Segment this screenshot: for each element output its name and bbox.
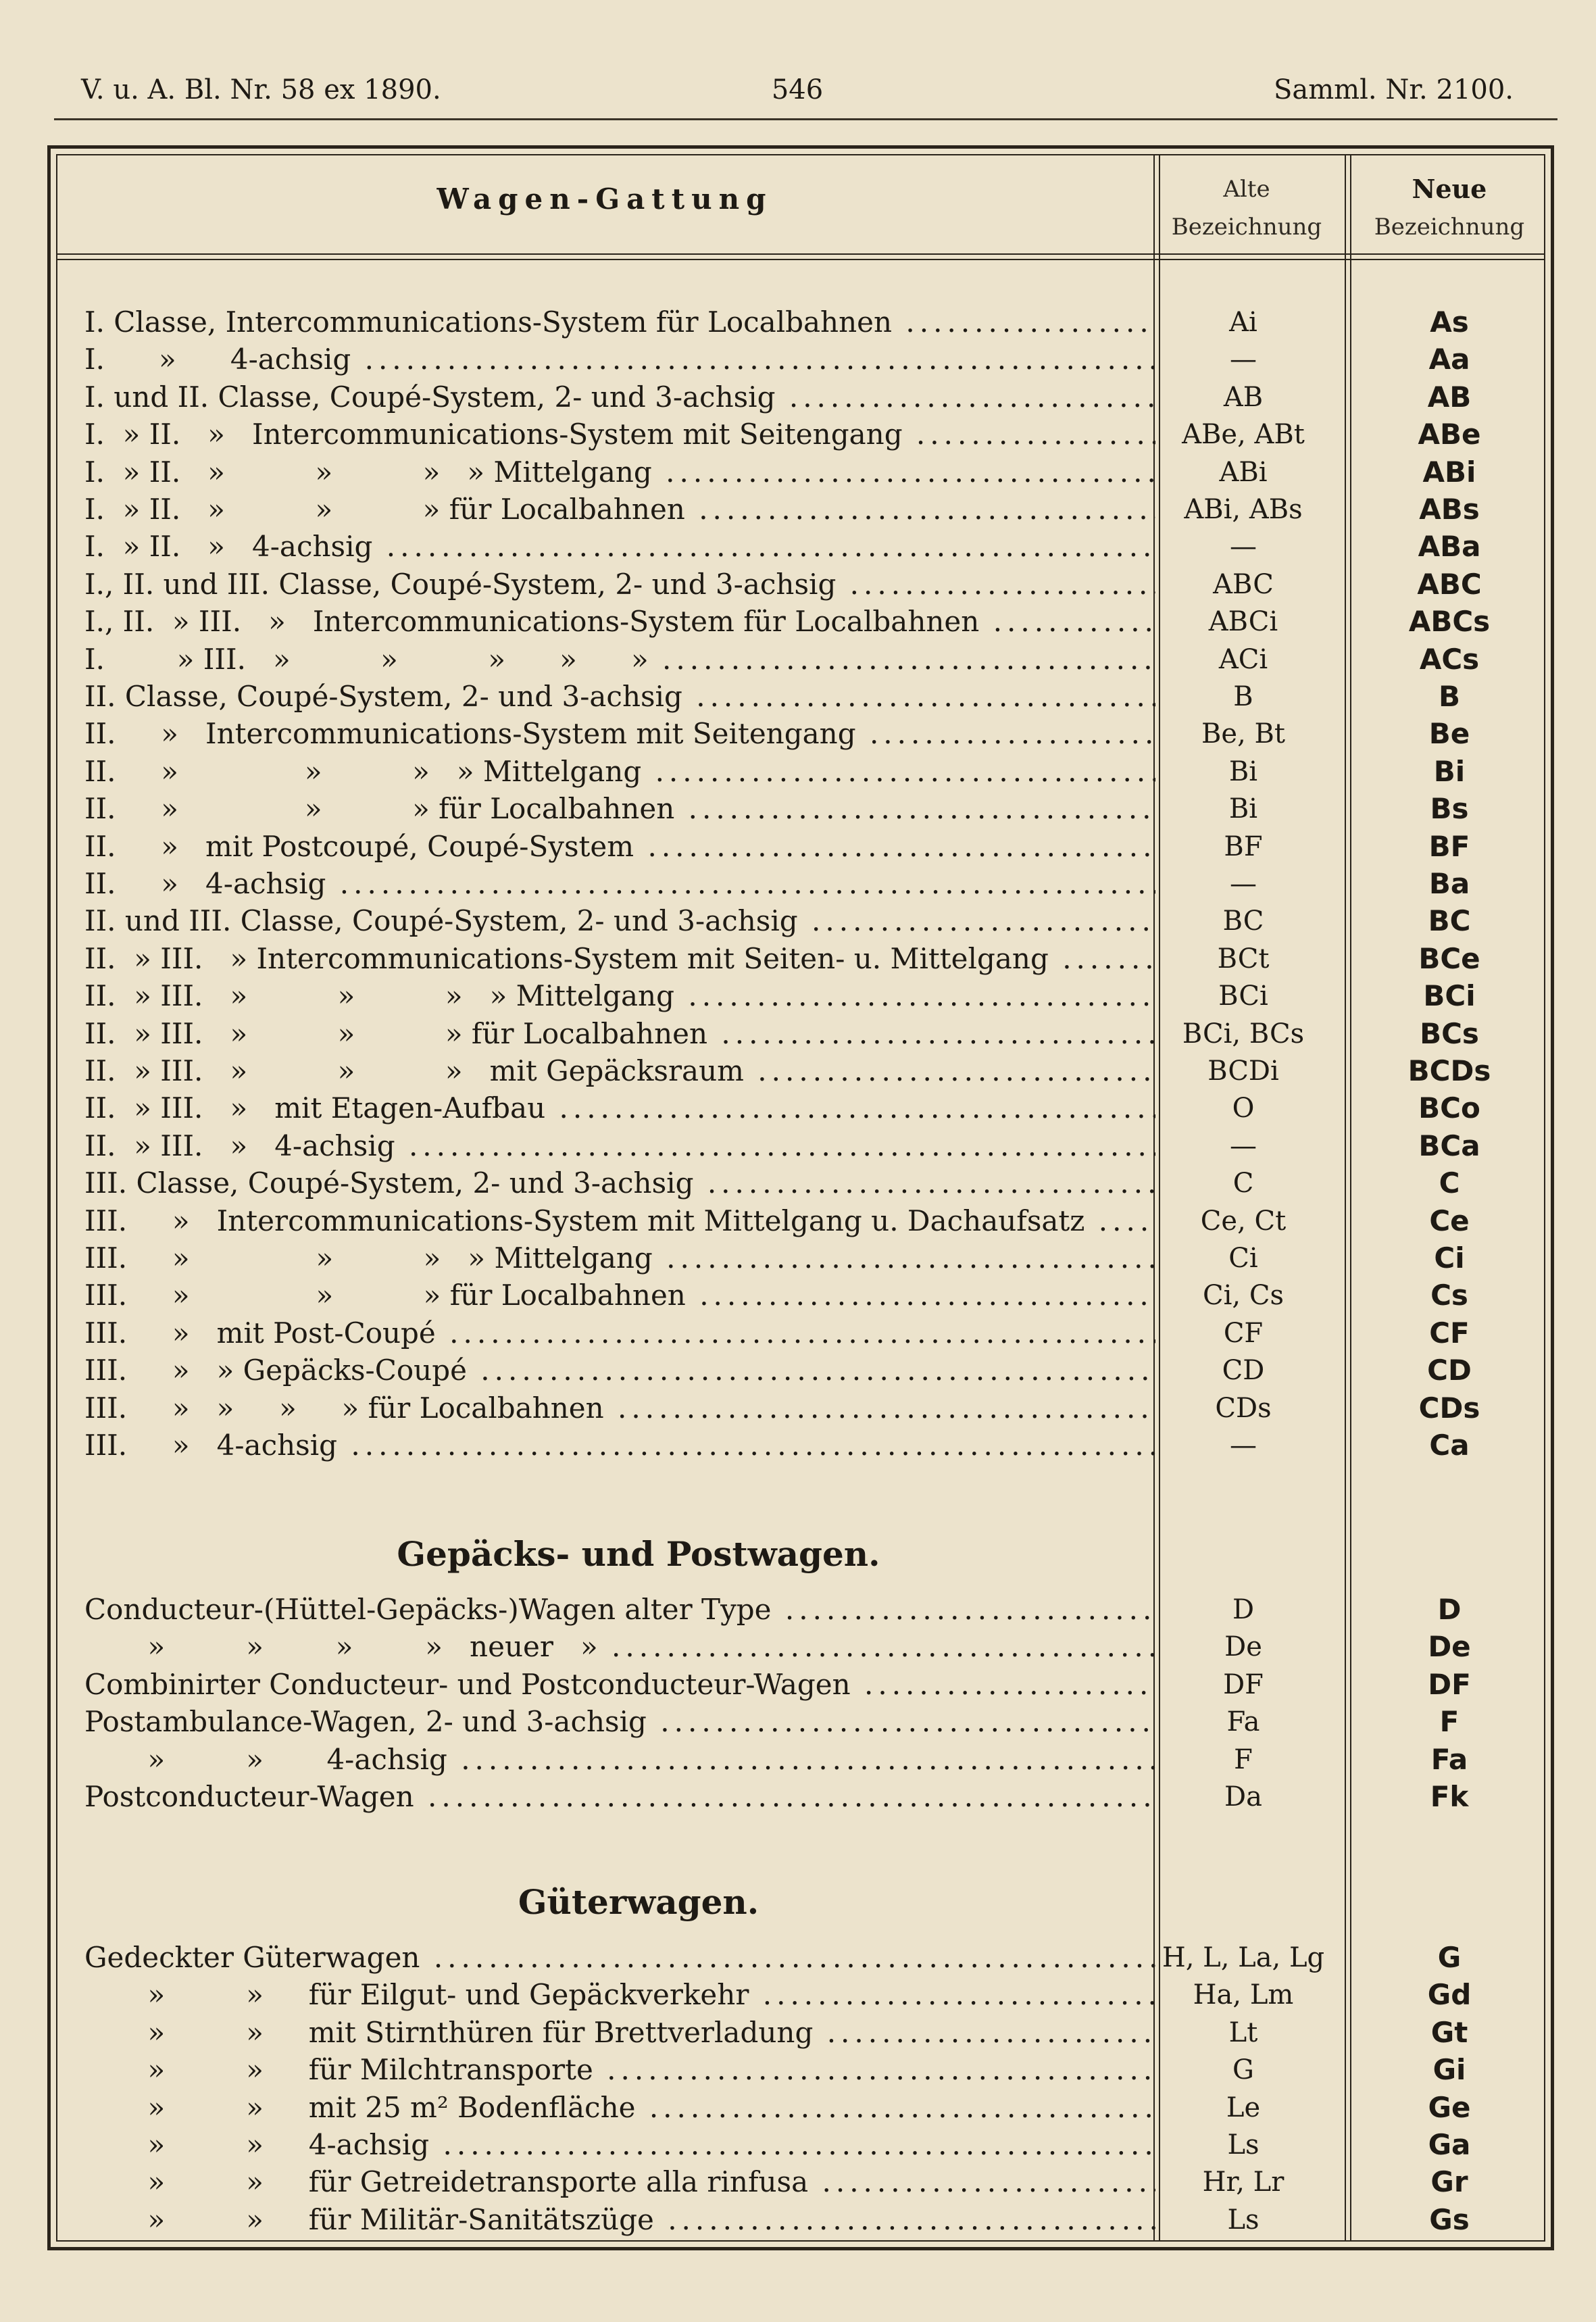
table-row (84, 1090, 1537, 1127)
row-description: II. » » » für Localbahnen ..... (84, 791, 1155, 827)
table-row (84, 1128, 1537, 1164)
row-new-designation: Ge (1428, 2091, 1471, 2124)
row-new-designation: As (1430, 305, 1469, 339)
row-new-designation: Ba (1428, 867, 1470, 900)
row-new-designation: ABC (1417, 568, 1482, 601)
row-old-designation: BCi (1218, 981, 1268, 1012)
table-row (84, 829, 1537, 865)
row-new-designation: Ga (1428, 2128, 1471, 2161)
row-description: II. » » » » Mittelgang ..... (84, 754, 1155, 790)
row-new-designation: BCs (1420, 1017, 1479, 1050)
table-row (84, 1977, 1537, 2013)
row-old-designation: Lt (1228, 2017, 1258, 2048)
row-description: » » 4-achsig ..... (84, 1742, 1155, 1778)
row-new-designation: Cs (1430, 1279, 1468, 1312)
row-new-designation: BCa (1418, 1129, 1480, 1162)
table-row (84, 603, 1537, 640)
row-description: » » mit 25 m² Bodenfläche ..... (84, 2090, 1155, 2126)
row-new-designation: Gs (1429, 2203, 1470, 2236)
row-old-designation: Ci, Cs (1203, 1280, 1284, 1311)
header-left: V. u. A. Bl. Nr. 58 ex 1890. (81, 74, 441, 105)
row-new-designation: Be (1428, 717, 1470, 750)
row-description: » » für Getreidetransporte alla rinfusa ..... (84, 2164, 1155, 2200)
table-row (84, 1315, 1537, 1352)
row-new-designation: Fk (1430, 1780, 1469, 1813)
row-description: Postconducteur-Wagen ..... (84, 1779, 1155, 1815)
row-old-designation: Be, Bt (1201, 718, 1285, 749)
row-description: » » für Militär-Sanitätszüge ..... (84, 2202, 1155, 2238)
row-old-designation: Bi (1228, 793, 1258, 824)
row-new-designation: Gi (1432, 2053, 1466, 2086)
row-old-designation: Ha, Lm (1193, 1979, 1294, 2010)
row-new-designation: Bi (1433, 755, 1466, 788)
row-description: II. » III. » » » mit Gepäcksraum ..... (84, 1053, 1155, 1089)
row-new-designation: Fa (1430, 1743, 1468, 1776)
row-description: II. » Intercommunications-System mit Seitengang ..... (84, 716, 1155, 752)
row-old-designation: BF (1224, 831, 1263, 862)
row-description: III. » » » für Localbahnen ..... (84, 1277, 1155, 1314)
row-new-designation: ABi (1422, 455, 1476, 489)
row-new-designation: De (1428, 1630, 1471, 1663)
row-old-designation: Bi (1228, 756, 1258, 787)
table-row (84, 491, 1537, 528)
table-row (84, 1390, 1537, 1427)
row-old-designation: Fa (1226, 1706, 1260, 1737)
table-row (84, 1352, 1537, 1389)
row-description: III. » mit Post-Coupé ..... (84, 1315, 1155, 1352)
column-header-alte-line1: Alte (1223, 176, 1270, 203)
table-row (84, 2052, 1537, 2088)
row-old-designation: D (1232, 1594, 1255, 1625)
column-header-neue-line2: Bezeichnung (1374, 214, 1525, 241)
row-description: III. » » » » Mittelgang ..... (84, 1240, 1155, 1277)
row-description: II. » 4-achsig ..... (84, 866, 1155, 902)
row-old-designation: — (1230, 1131, 1257, 1162)
row-description: I. » III. » » » » » ..... (84, 641, 1155, 678)
row-description: » » » » neuer » ..... (84, 1629, 1155, 1665)
table-row (84, 1016, 1537, 1052)
row-description: » » mit Stirnthüren für Brettverladung ..... (84, 2015, 1155, 2051)
table-row (84, 2127, 1537, 2163)
row-new-designation: AB (1427, 380, 1472, 414)
table-row (84, 678, 1537, 715)
row-new-designation: Ci (1434, 1241, 1465, 1275)
header-row-rule (57, 259, 1544, 260)
table-row (84, 454, 1537, 491)
table-row (84, 1779, 1537, 1815)
row-description: III. Classe, Coupé-System, 2- und 3-achsig ..... (84, 1165, 1155, 1202)
table-row (84, 1629, 1537, 1665)
row-old-designation: O (1232, 1093, 1255, 1124)
row-old-designation: Hr, Lr (1202, 2167, 1285, 2198)
row-new-designation: BCe (1418, 942, 1480, 975)
row-description: III. » Intercommunications-System mit Mittelgang u. Dachaufsatz ..... (84, 1203, 1155, 1239)
row-old-designation: Da (1224, 1781, 1262, 1812)
row-old-designation: — (1230, 1430, 1257, 1461)
section-title: Gepäcks- und Postwagen. (397, 1534, 880, 1574)
table-row (84, 304, 1537, 341)
table-row (84, 978, 1537, 1014)
row-new-designation: Gt (1430, 2016, 1468, 2049)
row-description: Gedeckter Güterwagen ..... (84, 1940, 1155, 1976)
row-new-designation: D (1437, 1593, 1462, 1626)
row-description: I. » II. » Intercommunications-System mit Seitengang ..... (84, 416, 1155, 453)
row-old-designation: G (1232, 2054, 1254, 2085)
row-description: I. » 4-achsig ..... (84, 341, 1155, 378)
row-old-designation: CDs (1215, 1393, 1272, 1424)
table-row (84, 1591, 1537, 1628)
table-row (84, 1277, 1537, 1314)
row-new-designation: CDs (1418, 1391, 1480, 1425)
row-new-designation: ABCs (1408, 605, 1491, 638)
row-description: I. » II. » 4-achsig ..... (84, 528, 1155, 565)
table-row (84, 866, 1537, 902)
row-new-designation: CF (1429, 1316, 1470, 1350)
table-row (84, 1203, 1537, 1239)
row-old-designation: BCt (1217, 943, 1270, 974)
table-row (84, 2202, 1537, 2238)
row-description: I. » II. » » » » Mittelgang ..... (84, 454, 1155, 491)
row-description: II. » III. » 4-achsig ..... (84, 1128, 1155, 1164)
row-old-designation: CF (1223, 1318, 1264, 1349)
row-old-designation: B (1233, 681, 1253, 712)
row-new-designation: ABs (1419, 493, 1480, 526)
row-old-designation: Ci (1228, 1243, 1258, 1274)
header-right: Samml. Nr. 2100. (1274, 74, 1514, 105)
row-old-designation: — (1230, 531, 1257, 562)
row-old-designation: H, L, La, Lg (1162, 1942, 1325, 1973)
row-old-designation: F (1234, 1744, 1253, 1775)
row-new-designation: BCo (1418, 1091, 1480, 1125)
row-old-designation: ABe, ABt (1182, 419, 1305, 450)
column-header-wagen-gattung: Wagen-Gattung (437, 182, 773, 216)
row-description: III. » » Gepäcks-Coupé ..... (84, 1352, 1155, 1389)
row-description: II. » III. » » » für Localbahnen ..... (84, 1016, 1155, 1052)
column-header-neue (1348, 170, 1551, 246)
table-row (84, 1666, 1537, 1703)
row-description: I., II. und III. Classe, Coupé-System, 2- und 3-achsig ..... (84, 566, 1155, 603)
table-row (84, 791, 1537, 827)
row-new-designation: ABa (1418, 530, 1481, 563)
row-description: II. » III. » Intercommunications-System mit Seiten- u. Mittelgang ..... (84, 941, 1155, 977)
table-row (84, 1053, 1537, 1089)
table-row (84, 379, 1537, 416)
section-title: Güterwagen. (518, 1882, 759, 1922)
row-old-designation: ACi (1218, 644, 1268, 675)
row-old-designation: ABCi (1208, 606, 1278, 637)
row-description: III. » » » » für Localbahnen ..... (84, 1390, 1155, 1427)
row-old-designation: BCDi (1207, 1056, 1279, 1087)
row-old-designation: AB (1223, 382, 1264, 413)
row-old-designation: CD (1222, 1355, 1265, 1386)
row-new-designation: BF (1428, 830, 1470, 863)
row-description: I., II. » III. » Intercommunications-System für Localbahnen ..... (84, 603, 1155, 640)
row-old-designation: Ai (1229, 307, 1257, 338)
table-row (84, 1165, 1537, 1202)
row-description: Combinirter Conducteur- und Postconducteur-Wagen ..... (84, 1666, 1155, 1703)
page-header (81, 74, 1514, 115)
row-new-designation: DF (1428, 1668, 1471, 1701)
row-description: I. » II. » » » für Localbahnen ..... (84, 491, 1155, 528)
table-row (84, 2164, 1537, 2200)
row-old-designation: Ls (1227, 2129, 1260, 2160)
table-frame (47, 145, 1554, 2250)
table-row (84, 341, 1537, 378)
row-old-designation: DF (1223, 1669, 1264, 1700)
row-old-designation: Le (1226, 2092, 1261, 2123)
row-description: III. » 4-achsig ..... (84, 1427, 1155, 1464)
header-row-rule (57, 253, 1544, 255)
table-inner (56, 154, 1545, 2242)
row-new-designation: Aa (1428, 343, 1470, 376)
row-old-designation: — (1230, 868, 1257, 899)
table-row (84, 2090, 1537, 2126)
row-old-designation: ABi (1219, 457, 1268, 488)
table-row (84, 754, 1537, 790)
row-description: Postambulance-Wagen, 2- und 3-achsig ..... (84, 1704, 1155, 1740)
row-new-designation: ABe (1418, 418, 1481, 451)
row-new-designation: C (1439, 1166, 1460, 1200)
row-old-designation: ABi, ABs (1184, 494, 1303, 525)
table-row (84, 1704, 1537, 1740)
row-new-designation: Ce (1429, 1204, 1470, 1237)
row-description: Conducteur-(Hüttel-Gepäcks-)Wagen alter Type ..... (84, 1591, 1155, 1628)
table-row (84, 2015, 1537, 2051)
table-row (84, 1240, 1537, 1277)
row-new-designation: BC (1428, 904, 1471, 937)
row-description: II. Classe, Coupé-System, 2- und 3-achsig ..... (84, 678, 1155, 715)
row-new-designation: CD (1427, 1354, 1472, 1387)
row-new-designation: F (1439, 1705, 1460, 1738)
row-new-designation: BCi (1423, 979, 1476, 1012)
table-row (84, 1742, 1537, 1778)
table-row (84, 716, 1537, 752)
table-row (84, 1940, 1537, 1976)
row-description: II. und III. Classe, Coupé-System, 2- und 3-achsig ..... (84, 903, 1155, 939)
table-row (84, 416, 1537, 453)
row-description: » » für Eilgut- und Gepäckverkehr ..... (84, 1977, 1155, 2013)
table-row (84, 941, 1537, 977)
row-description: » » für Milchtransporte ..... (84, 2052, 1155, 2088)
row-new-designation: ACs (1419, 643, 1480, 676)
row-old-designation: Ls (1227, 2204, 1260, 2235)
row-new-designation: G (1437, 1941, 1462, 1974)
row-old-designation: BCi, BCs (1182, 1018, 1305, 1049)
table-row (84, 641, 1537, 678)
row-new-designation: B (1438, 680, 1460, 713)
table-row (84, 903, 1537, 939)
row-description: » » 4-achsig ..... (84, 2127, 1155, 2163)
row-old-designation: — (1230, 344, 1257, 375)
table-row (84, 1427, 1537, 1464)
row-description: II. » III. » mit Etagen-Aufbau ..... (84, 1090, 1155, 1127)
row-old-designation: ABC (1213, 569, 1274, 600)
row-description: II. » III. » » » » Mittelgang ..... (84, 978, 1155, 1014)
table-row (84, 528, 1537, 565)
row-new-designation: BCDs (1407, 1054, 1491, 1087)
table-row (84, 566, 1537, 603)
row-description: II. » mit Postcoupé, Coupé-System ..... (84, 829, 1155, 865)
row-new-designation: Gd (1427, 1978, 1472, 2011)
column-header-neue-line1: Neue (1412, 174, 1487, 204)
row-new-designation: Gr (1430, 2165, 1468, 2198)
column-header-alte (1155, 170, 1338, 246)
row-new-designation: Ca (1429, 1429, 1470, 1462)
page-number: 546 (771, 74, 824, 105)
header-rule (54, 118, 1557, 120)
row-old-designation: Ce, Ct (1200, 1206, 1287, 1237)
row-old-designation: C (1232, 1168, 1254, 1199)
row-description: I. Classe, Intercommunications-System für Localbahnen ..... (84, 304, 1155, 341)
row-new-designation: Bs (1430, 792, 1469, 825)
column-header-alte-line2: Bezeichnung (1171, 214, 1322, 241)
row-old-designation: De (1224, 1631, 1262, 1662)
row-old-designation: BC (1222, 906, 1264, 937)
row-description: I. und II. Classe, Coupé-System, 2- und 3-achsig ..... (84, 379, 1155, 416)
